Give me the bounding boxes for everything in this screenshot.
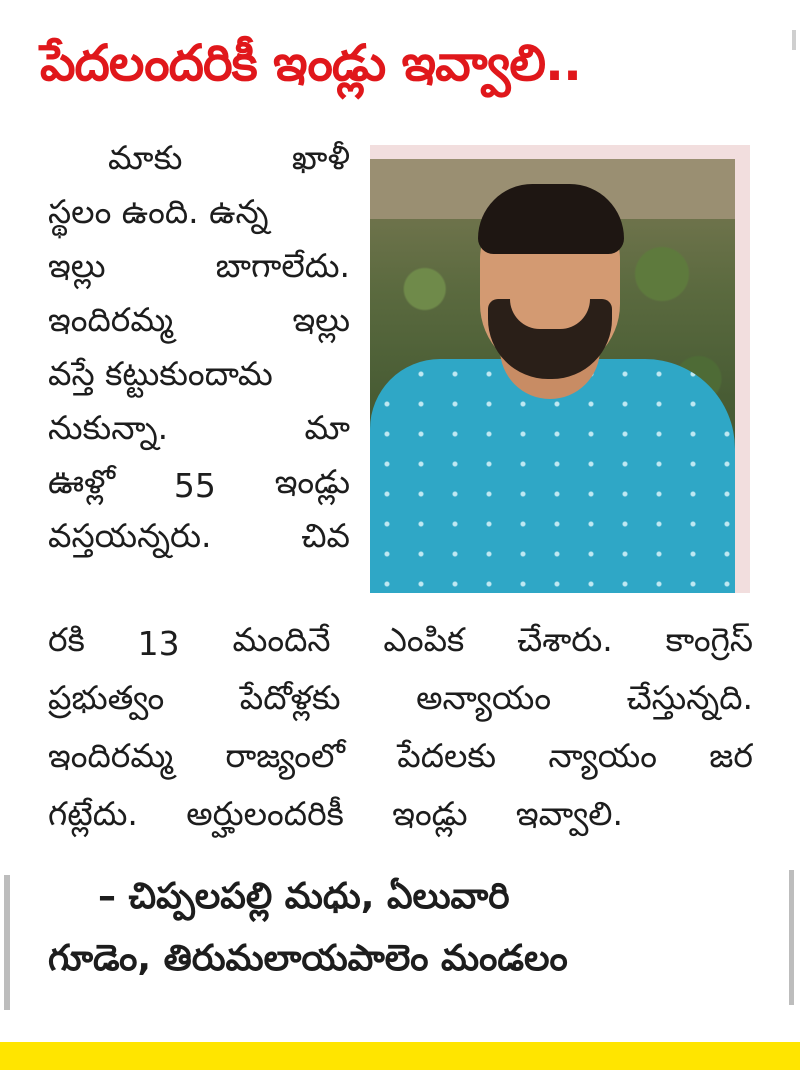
portrait-photo [370, 145, 750, 593]
article-line: వస్తే కట్టుకుందామ [48, 353, 273, 393]
article-line: రకి 13 మందినే ఎంపిక చేశారు. కాంగ్రెస్ [48, 619, 753, 663]
byline-place: గూడెం, తిరుమలాయపాలెం మండలం [48, 938, 568, 979]
divider [789, 870, 794, 1005]
article-line: ప్రభుత్వం పేదోళ్లకు అన్యాయం చేస్తున్నది. [48, 677, 753, 717]
article-line: ఇందిరమ్మ ఇల్లు [48, 299, 350, 339]
footer-band [0, 1042, 800, 1070]
article-line: ఇందిరమ్మ రాజ్యంలో పేదలకు న్యాయం జర [48, 735, 753, 775]
article-line: మాకు ఖాళీ [108, 137, 350, 177]
headline: పేదలందరికీ ఇండ్లు ఇవ్వాలి.. [40, 34, 582, 92]
article-line: స్థలం ఉంది. ఉన్న [48, 191, 269, 231]
article-line: ఊళ్లో 55 ఇండ్లు [48, 461, 350, 505]
article-line: గట్లేదు. అర్హులందరికీ ఇండ్లు ఇవ్వాలి. [48, 793, 623, 833]
photo-image [370, 159, 735, 593]
divider [792, 30, 796, 50]
article-line: నుకున్నా. మా [48, 407, 350, 447]
article-line: వస్తయన్నరు. చివ [48, 515, 350, 555]
byline-name: – చిప్పలపల్లి మధు, ఏలువారి [98, 876, 510, 917]
divider [4, 875, 10, 1010]
article-line: ఇల్లు బాగాలేదు. [48, 245, 350, 285]
